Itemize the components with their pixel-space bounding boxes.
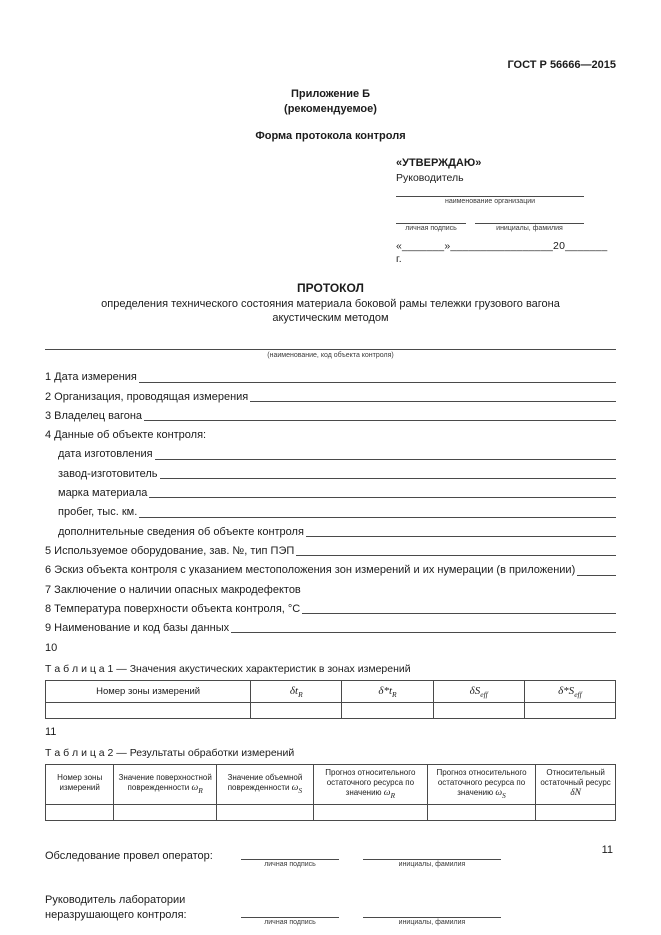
signature-caption: личная подпись xyxy=(264,860,316,868)
table2-header-forecast-ws: Прогноз относительного остаточного ресурса по значению $\omega_S$ xyxy=(427,765,535,804)
field-object-data-heading: 4 Данные об объекте контроля: xyxy=(45,429,207,442)
field-material-grade: марка материала xyxy=(58,486,616,500)
standard-number: ГОСТ Р 56666—2015 xyxy=(507,59,616,71)
field-equipment: 5 Используемое оборудование, зав. №, тип ПЭП xyxy=(45,544,616,558)
field-defects-conclusion: 7 Заключение о наличии опасных макродефектов xyxy=(45,583,301,596)
organization-caption: наименование организации xyxy=(444,198,536,206)
fill-line xyxy=(160,465,616,479)
fill-line xyxy=(363,849,501,860)
table1-header-dstar-tr: $\delta*t_R$ xyxy=(342,681,433,703)
fill-line xyxy=(302,600,616,614)
object-name-caption: (наименование, код объекта контроля) xyxy=(267,352,394,360)
form-title: Форма протокола контроля xyxy=(255,129,406,142)
field-database: 9 Наименование и код базы данных xyxy=(45,621,616,635)
field-organization: 2 Организация, проводящая измерения xyxy=(45,390,616,404)
operator-signature-row xyxy=(45,849,616,870)
signature-slot xyxy=(241,907,339,928)
table1-empty-cell xyxy=(524,703,615,719)
name-slot xyxy=(475,213,584,234)
fill-line xyxy=(396,186,584,197)
fill-line xyxy=(155,445,616,459)
table2-header-surface-damage: Значение поверхностной поврежденности $\omega_R$ xyxy=(114,765,217,804)
fill-line xyxy=(306,523,616,537)
lab-head-signature-row xyxy=(45,893,616,928)
table2-empty-row xyxy=(46,804,616,820)
table1-header-dseff: $\delta S_{eff}$ xyxy=(433,681,524,703)
fill-line xyxy=(139,503,616,517)
table2-empty-cell xyxy=(114,804,217,820)
approval-role: Руководитель xyxy=(396,172,464,185)
fill-line xyxy=(363,907,501,918)
fill-line xyxy=(139,368,616,382)
name-caption: инициалы, фамилия xyxy=(496,224,563,232)
signature-slot xyxy=(396,213,466,234)
fill-line xyxy=(577,561,616,575)
fill-line xyxy=(296,542,616,556)
approval-signature-line xyxy=(396,213,584,234)
item-10-number: 10 xyxy=(45,642,58,655)
table2-empty-cell xyxy=(216,804,313,820)
appendix-note: (рекомендуемое) xyxy=(284,102,377,115)
name-caption: инициалы, фамилия xyxy=(398,919,466,927)
table2-header-forecast-wr: Прогноз относительного остаточного ресурса по значению $\omega_R$ xyxy=(313,765,427,804)
item-11-number: 11 xyxy=(45,726,57,739)
field-measure-date: 1 Дата измерения xyxy=(45,370,616,384)
field-manufacturer: завод-изготовитель xyxy=(58,467,616,481)
table2-empty-cell xyxy=(313,804,427,820)
table2-header-relative-resource: Относительный остаточный ресурс δN xyxy=(536,765,616,804)
table2-measurement-results xyxy=(45,764,616,820)
signature-slot xyxy=(241,849,339,870)
table2-header-zone: Номер зоны измерений xyxy=(46,765,114,804)
name-slot xyxy=(363,849,501,870)
field-mileage: пробег, тыс. км. xyxy=(58,505,616,519)
approval-block xyxy=(396,156,608,267)
fill-line xyxy=(250,388,616,402)
object-name-line xyxy=(45,337,616,350)
field-sketch: 6 Эскиз объекта контроля с указанием местоположения зон измерений и их нумерации (в приложении) xyxy=(45,563,616,577)
table2-empty-cell xyxy=(46,804,114,820)
table1-empty-cell xyxy=(342,703,433,719)
appendix-heading xyxy=(45,87,616,116)
fill-line xyxy=(144,407,616,421)
table1-header-dstar-seff: $\delta*S_{eff}$ xyxy=(524,681,615,703)
fill-line xyxy=(241,907,339,918)
table1-empty-cell xyxy=(46,703,251,719)
approval-date-line: «_______»_________________20_______ г. xyxy=(396,239,608,266)
fill-line xyxy=(396,213,466,224)
name-slot xyxy=(363,907,501,928)
field-manufacture-date: дата изготовления xyxy=(58,447,616,461)
table2-header-volume-damage: Значение объемной поврежденности $\omega_S$ xyxy=(216,765,313,804)
form-fields xyxy=(45,370,616,635)
operator-label: Обследование провел оператор: xyxy=(45,849,213,862)
signature-caption: личная подпись xyxy=(264,919,316,927)
table1-empty-cell xyxy=(433,703,524,719)
lab-head-label: Руководитель лаборатории неразрушающего контроля: xyxy=(45,894,187,921)
name-caption: инициалы, фамилия xyxy=(398,860,466,868)
organization-line xyxy=(396,186,584,207)
field-surface-temperature: 8 Температура поверхности объекта контроля, °С xyxy=(45,602,616,616)
table2-header-row xyxy=(46,765,616,804)
table2-empty-cell xyxy=(427,804,535,820)
table1-acoustic-characteristics xyxy=(45,680,616,719)
approval-title: «УТВЕРЖДАЮ» xyxy=(396,157,482,170)
table1-caption: Т а б л и ц а 1 — Значения акустических характеристик в зонах измерений xyxy=(45,662,411,675)
fill-line xyxy=(475,213,584,224)
fill-line xyxy=(241,849,339,860)
table1-empty-cell xyxy=(251,703,342,719)
protocol-subtitle-2: акустическим методом xyxy=(272,311,389,324)
fill-line xyxy=(149,484,616,498)
page-number: 11 xyxy=(601,843,613,856)
table2-caption: Т а б л и ц а 2 — Результаты обработки измерений xyxy=(45,746,295,759)
appendix-title: Приложение Б xyxy=(290,88,371,101)
signatures-section xyxy=(45,849,616,929)
field-wagon-owner: 3 Владелец вагона xyxy=(45,409,616,423)
table1-header-dtr: $\delta t_R$ xyxy=(251,681,342,703)
table1-header-zone: Номер зоны измерений xyxy=(46,681,251,703)
table1-empty-row xyxy=(46,703,616,719)
protocol-title: ПРОТОКОЛ xyxy=(297,281,364,295)
fill-line xyxy=(231,619,616,633)
table1-header-row xyxy=(46,681,616,703)
table2-empty-cell xyxy=(536,804,616,820)
protocol-subtitle-1: определения технического состояния материала боковой рамы тележки грузового вагона xyxy=(101,297,560,310)
signature-caption: личная подпись xyxy=(405,224,457,232)
field-additional-info: дополнительные сведения об объекте контроля xyxy=(58,525,616,539)
